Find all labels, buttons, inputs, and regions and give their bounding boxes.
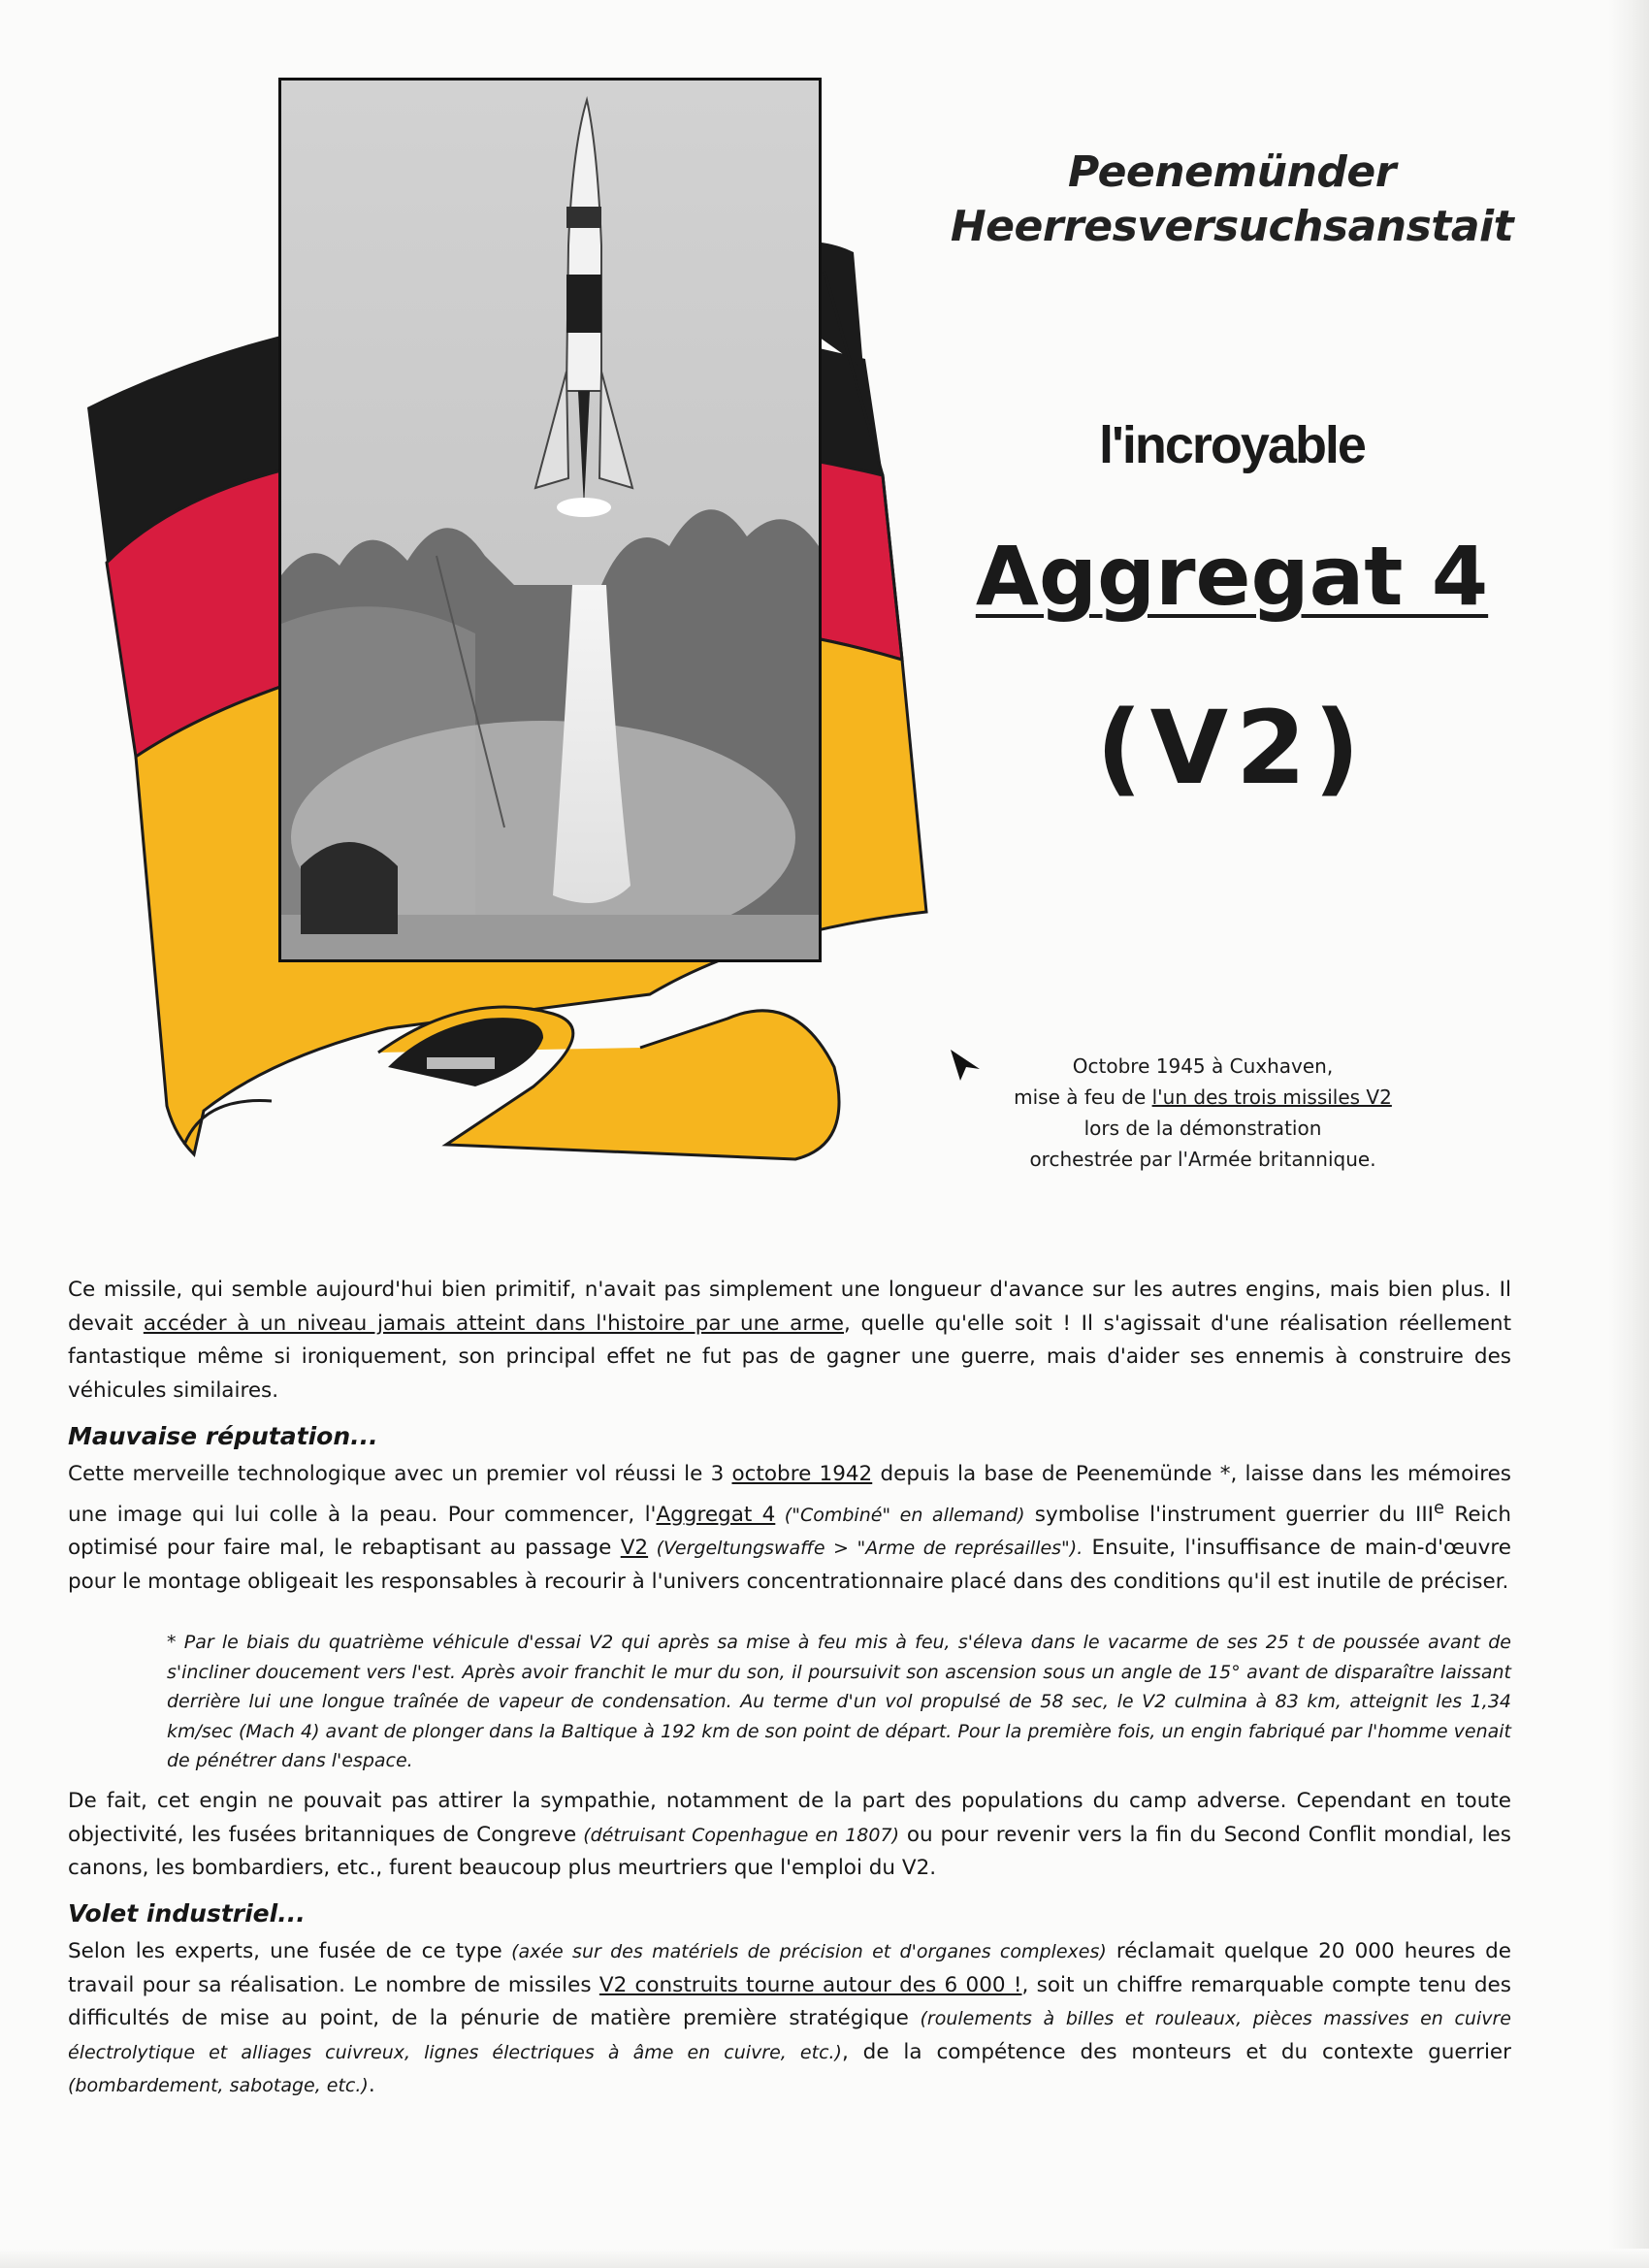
s1-p2-text-b: ou pour revenir vers la fin du Second Conflit mondial, les canons, les bombardiers, etc., furent beaucoup plus meurtriers que l'emploi du V2.	[68, 1822, 1511, 1880]
scan-bottom-shadow	[0, 2249, 1649, 2268]
s2-text-d: , de la compétence des monteurs et du contexte guerrier	[841, 2039, 1511, 2064]
scan-edge-shadow	[1608, 0, 1649, 2268]
caption-link: l'un des trois missiles V2	[1151, 1085, 1392, 1109]
intro-paragraph	[68, 1274, 1511, 1408]
main-title	[931, 529, 1533, 624]
s1-text-e: Ensuite, l'insuffisance de main-d'œuvre pour le montage obligeait les responsables à recourir à l'univers concentrationnaire placé dans des conditions qu'il est inutile de préciser.	[68, 1536, 1511, 1594]
title-block	[931, 146, 1533, 254]
s2-text-e: .	[368, 2073, 375, 2097]
heading-volet-industriel: Volet industriel...	[68, 1899, 306, 1928]
s1-text-d: Reich optimisé pour faire mal, le rebaptisant au passage	[68, 1502, 1511, 1561]
s1-p2-text-a: De fait, cet engin ne pouvait pas attirer la sympathie, notamment de la part des populations du camp adverse. Cependant en toute objectivité, les fusées britanniques de Congreve	[68, 1789, 1511, 1847]
intro-text-a: Ce missile, qui semble aujourd'hui bien primitif, n'avait pas simplement une longueur d'avance sur les autres engins, mais bien plus. Il devait	[68, 1278, 1511, 1336]
model-title: (V2)	[1096, 689, 1368, 807]
s2-text-b: réclamait quelque 20 000 heures de travail pour sa réalisation. Le nombre de missiles	[68, 1939, 1511, 1997]
caption-line-1: Octobre 1945 à Cuxhaven,	[1072, 1054, 1334, 1078]
s1-text-c: symbolise l'instrument guerrier du III	[1024, 1502, 1435, 1527]
s1-p2-note: (détruisant Copenhague en 1807)	[576, 1824, 899, 1846]
footnote: * Par le biais du quatrième véhicule d'essai V2 qui après sa mise à feu mis à feu, s'éleva dans le vacarme de ses 25 t de poussée avant de s'incliner doucement vers l'est. Après avoir franchit le mur du son, il poursuivit son ascension sous un angle de 15° avant de disparaître laissant derrière lui une longue traînée de vapeur de condensation. Au terme d'un vol propulsé de 58 sec, le V2 culmina à 83 km, atteignit les 1,34 km/sec (Mach 4) avant de plonger dans la Baltique à 192 km de son point de départ. Pour la première fois, un engin fabriqué par l'homme venait de pénétrer dans l'espace.	[167, 1632, 1511, 1771]
kicker-title: l'incroyable	[1099, 416, 1365, 474]
s2-text-a: Selon les experts, une fusée de ce type	[68, 1939, 502, 1963]
s1-v2: V2	[620, 1536, 649, 1561]
s1-sup: e	[1434, 1497, 1445, 1518]
s1-note-vergeltung: (Vergeltungswaffe > "Arme de représailles").	[648, 1538, 1083, 1560]
section1-paragraph-1	[68, 1458, 1511, 1599]
heading-mauvaise-reputation: Mauvaise réputation...	[68, 1422, 378, 1450]
intro-underlined: accéder à un niveau jamais atteint dans l'histoire par une arme	[143, 1311, 844, 1336]
s2-note-3: (bombardement, sabotage, etc.)	[68, 2075, 369, 2096]
section1-paragraph-2	[68, 1785, 1511, 1886]
caption-line-2	[970, 1082, 1436, 1113]
caption-line-3: lors de la démonstration	[1083, 1117, 1322, 1140]
subtitle-line-2: Heerresversuchsanstait	[950, 202, 1514, 251]
bunker	[301, 842, 398, 934]
subtitle-line-1: Peenemünder	[1068, 147, 1396, 197]
s1-aggregat: Aggregat 4	[656, 1502, 776, 1527]
caption-line-4: orchestrée par l'Armée britannique.	[1029, 1148, 1376, 1171]
section2-paragraph	[68, 1935, 1511, 2103]
s2-note-1: (axée sur des matériels de précision et d'organes complexes)	[501, 1941, 1107, 1962]
s1-note-combine: ("Combiné" en allemand)	[775, 1504, 1025, 1526]
intro-text-b: , quelle qu'elle soit ! Il s'agissait d'une réalisation réellement fantastique même si ironiquement, son principal effet ne fut pas de gagner une guerre, mais d'aider ses ennemis à construire des véhicules similaires.	[68, 1311, 1511, 1403]
v2-launch-photo	[278, 78, 822, 962]
caption-line-2-text: mise à feu de	[1014, 1085, 1152, 1109]
photo-caption	[970, 1051, 1436, 1175]
s2-note-2: (roulements à billes et rouleaux, pièces massives en cuivre électrolytique et alliages cuivreux, lignes électriques à âme en cuivre, etc.)	[68, 2008, 1511, 2063]
s2-text-c: , soit un chiffre remarquable compte tenu des difficultés de mise au point, de la pénurie de matière première stratégique	[68, 1972, 1511, 2030]
s1-text-a: Cette merveille technologique avec un premier vol réussi le 3	[68, 1462, 732, 1486]
s1-text-b: depuis la base de Peenemünde *, laisse dans les mémoires une image qui lui colle à la peau. Pour commencer, l'	[68, 1462, 1511, 1527]
s1-date: octobre 1942	[731, 1462, 873, 1486]
s2-underlined: V2 construits tourne autour des 6 000 !	[598, 1972, 1022, 1997]
main-title-text: Aggregat 4	[975, 529, 1489, 624]
